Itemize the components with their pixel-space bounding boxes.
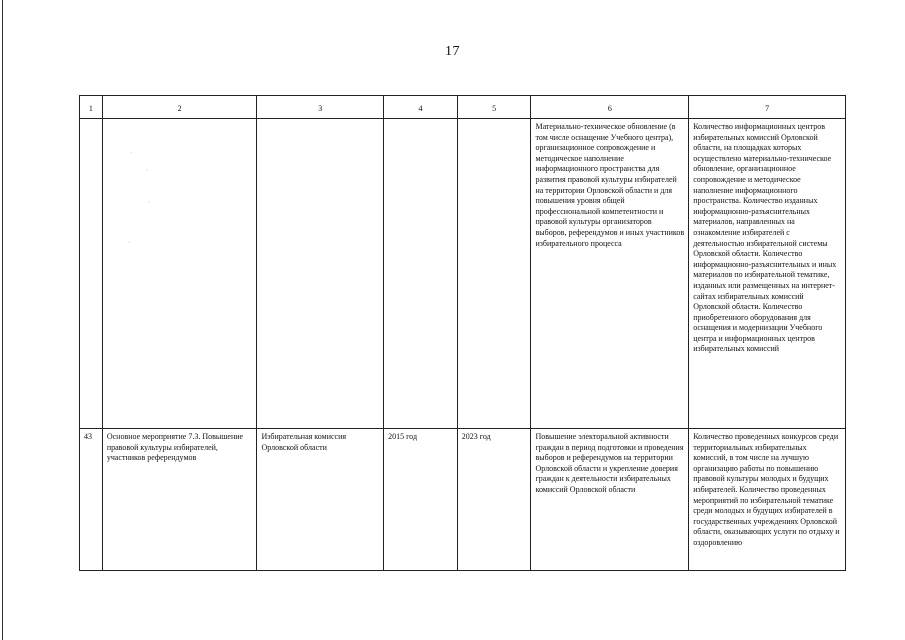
column-number-6: 6 (531, 96, 689, 119)
expected-result-cell: Материально-техническое обновление (в том числе оснащение Учебного центра), организационное сопровождение и методическое наполнение информационного пространства для развития правовой культуры избирателей на территории Орловской области и для повышения уровня общей профессиональной компетентности и правовой культуры организаторов выборов, референдумов и иных участников избирательного процесса (531, 119, 689, 429)
activity-name-cell: Основное мероприятие 7.3. Повышение правовой культуры избирателей, участников референдумов (102, 429, 257, 571)
scan-speck: · (148, 200, 150, 206)
scan-speck: · (128, 240, 130, 246)
start-year-cell: 2015 год (384, 429, 458, 571)
indicator-cell: Количество информационных центров избирательных комиссий Орловской области, на площадках которых осуществлено материально-техническое обновление, организационное сопровождение и методическое наполнение информационного пространства. Количество изданных информационно-разъяснительных материалов, направленных на ознакомление избирателей с деятельностью избирательной системы Орловской области. Количество информационно-разъяснительных и иных материалов по избирательной тематике, изданных или размещенных на интернет-сайтах избирательных комиссий Орловской области. Количество приобретенного оборудования для оснащения и модернизации Учебного центра и информационных центров избирательных комиссий (689, 119, 846, 429)
column-number-5: 5 (457, 96, 531, 119)
end-year-cell (457, 119, 531, 429)
program-table (79, 95, 846, 571)
column-number-4: 4 (384, 96, 458, 119)
column-number-1: 1 (80, 96, 103, 119)
page-number: 17 (445, 44, 460, 59)
row-number-cell: 43 (80, 429, 103, 571)
activity-name-cell (102, 119, 257, 429)
scan-speck: · (130, 150, 132, 156)
table-row (80, 429, 846, 571)
start-year-cell (384, 119, 458, 429)
page-left-edge (2, 0, 3, 640)
row-number-cell (80, 119, 103, 429)
table-row (80, 119, 846, 429)
column-number-7: 7 (689, 96, 846, 119)
executor-cell (257, 119, 384, 429)
scan-speck: · (146, 168, 148, 174)
column-number-row (80, 96, 846, 119)
column-number-3: 3 (257, 96, 384, 119)
end-year-cell: 2023 год (457, 429, 531, 571)
column-number-2: 2 (102, 96, 257, 119)
indicator-cell: Количество проведенных конкурсов среди территориальных избирательных комиссий, в том числе на лучшую организацию работы по повышению правовой культуры молодых и будущих избирателей. Количество проведенных мероприятий по избирательной тематике среди молодых и будущих избирателей в государственных учреждениях Орловской области, оказывающих услуги по отдыху и оздоровлению (689, 429, 846, 571)
executor-cell: Избирательная комиссия Орловской области (257, 429, 384, 571)
expected-result-cell: Повышение электоральной активности граждан в период подготовки и проведения выборов и референдумов на территории Орловской области и укрепление доверия граждан к деятельности избирательных комиссий Орловской области (531, 429, 689, 571)
